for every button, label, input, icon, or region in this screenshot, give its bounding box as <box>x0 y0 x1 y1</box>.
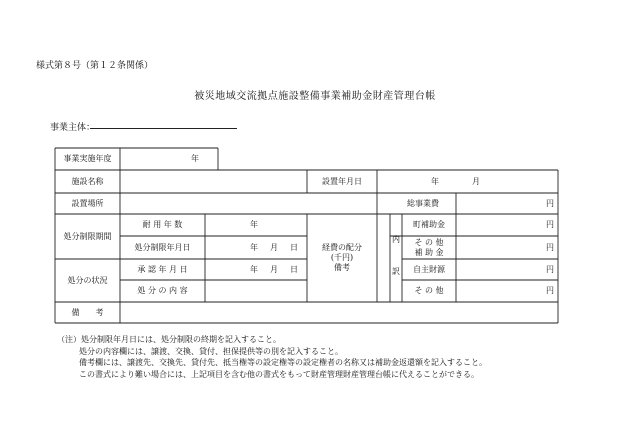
durable-years-unit: 年 <box>250 220 258 229</box>
cost-allocation-line3: 備考 <box>334 263 350 272</box>
other-label: そ の 他 <box>414 286 444 295</box>
other-subsidy-label <box>402 236 456 259</box>
approval-year-unit: 年 <box>250 264 258 274</box>
other-subsidy-yen: 円 <box>546 242 554 252</box>
other-subsidy-line2: 補 助 金 <box>414 247 444 257</box>
established-year-unit: 年 <box>431 176 439 186</box>
location-label: 設置場所 <box>71 198 104 208</box>
other-yen: 円 <box>546 286 554 295</box>
facility-name-label: 施設名称 <box>71 176 104 186</box>
operator-label: 事業主体： <box>50 123 96 133</box>
disposal-status-label: 処分の状況 <box>67 275 108 285</box>
other-subsidy-line1: そ の 他 <box>414 237 444 247</box>
disposal-date-year-unit: 年 <box>250 242 258 252</box>
established-month-unit: 月 <box>472 176 480 186</box>
cost-allocation-line2: (千円) <box>330 253 354 262</box>
own-funds-yen: 円 <box>546 264 554 274</box>
disposal-period-label: 処分制限期間 <box>63 231 112 241</box>
town-subsidy-label: 町補助金 <box>413 220 445 229</box>
approval-day-unit: 日 <box>290 264 298 274</box>
cost-allocation-label <box>307 214 377 302</box>
town-subsidy-yen: 円 <box>546 220 554 229</box>
note-line: 備考欄には、譲渡先、交換先、貸付先、抵当権等の設定権等の設定権者の名称又は補助金返還額を記入すること。 <box>79 358 487 367</box>
cost-allocation-line1: 経費の配分 <box>322 243 362 252</box>
approval-date-label: 承 認 年 月 日 <box>137 264 188 274</box>
total-cost-yen: 円 <box>546 198 554 208</box>
note-line: （注）処分制限年月日には、処分制限の終期を記入すること。 <box>57 335 281 344</box>
note-line: この書式により難い場合には、上記項目を含む他の書式をもって財産管理財産管理台帳に代えることができる。 <box>79 369 479 379</box>
disposal-date-month-unit: 月 <box>270 242 278 252</box>
note-line: 処分の内容欄には、譲渡、交換、貸付、担保提供等の別を記入すること。 <box>79 346 343 356</box>
breakdown-char-uchi: 内 <box>392 235 400 244</box>
total-cost-label: 総事業費 <box>407 198 439 208</box>
disposal-content-label: 処 分 の 内 容 <box>137 286 188 295</box>
disposal-date-day-unit: 日 <box>290 242 298 252</box>
approval-month-unit: 月 <box>270 264 278 274</box>
year-unit: 年 <box>191 154 199 163</box>
notes-block <box>57 334 487 380</box>
form-reference: 様式第８号（第１２条関係） <box>36 61 154 71</box>
durable-years-label: 耐 用 年 数 <box>142 220 183 229</box>
year-label: 事業実施年度 <box>63 154 112 163</box>
breakdown-char-wake: 訳 <box>392 267 400 276</box>
own-funds-label: 自主財源 <box>413 264 445 274</box>
page-title: 被災地域交流拠点施設整備事業補助金財産管理台帳 <box>194 91 436 102</box>
established-date-label: 設置年月日 <box>322 176 362 186</box>
disposal-date-label: 処分制限年月日 <box>134 242 191 252</box>
remarks-label: 備 考 <box>71 307 104 317</box>
